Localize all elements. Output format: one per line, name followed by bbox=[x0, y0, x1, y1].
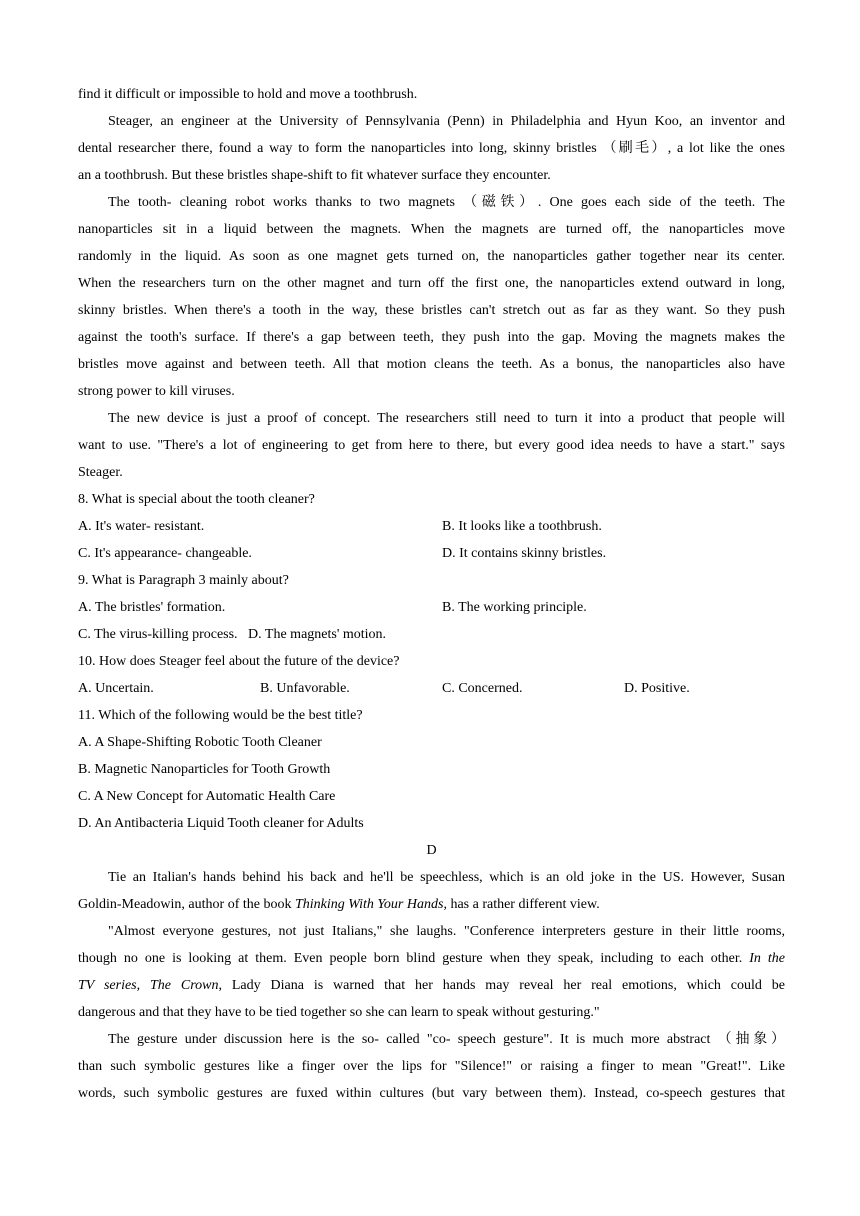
text-line: bristles move against and between teeth. All that motion cleans the teeth. As a bonus, the nanoparticles also have bbox=[78, 357, 785, 372]
option-d: D. Positive. bbox=[624, 681, 690, 696]
paragraph-c-1 bbox=[78, 108, 785, 135]
question-10-options bbox=[78, 675, 785, 702]
text-line: dangerous and that they have to be tied together so she can learn to speak without gesturing." bbox=[78, 1005, 600, 1020]
text-line: Steager, an engineer at the University of Pennsylvania (Penn) in Philadelphia and Hyun Koo, an inventor and bbox=[108, 114, 785, 129]
question-11-stem: 11. Which of the following would be the best title? bbox=[78, 708, 363, 723]
question-8-options-row-1 bbox=[78, 513, 785, 540]
paragraph-c-3 bbox=[78, 405, 785, 432]
text-line: The gesture under discussion here is the so- called "co- speech gesture". It is much more abstract （抽象） bbox=[108, 1032, 785, 1047]
option-d: D. It contains skinny bristles. bbox=[442, 546, 607, 561]
continuation-line: find it difficult or impossible to hold and move a toothbrush. bbox=[78, 87, 418, 102]
text-line: skinny bristles. When there's a tooth in the way, these bristles can't stretch out as far as they want. So they push bbox=[78, 303, 785, 318]
text-line: Tie an Italian's hands behind his back and he'll be speechless, which is an old joke in the US. However, Susan bbox=[108, 870, 785, 885]
option-c: C. A New Concept for Automatic Health Care bbox=[78, 789, 336, 804]
paragraph-d-1 bbox=[78, 864, 785, 918]
option-b: B. Magnetic Nanoparticles for Tooth Growth bbox=[78, 762, 331, 777]
text-line: strong power to kill viruses. bbox=[78, 384, 235, 399]
option-b: B. It looks like a toothbrush. bbox=[442, 519, 602, 534]
option-a: A. Uncertain. bbox=[78, 681, 154, 696]
text-line: though no one is looking at them. Even people born blind gesture when they speak, including to each other. In the bbox=[78, 951, 786, 966]
option-b: B. The working principle. bbox=[442, 600, 587, 615]
text-line: "Almost everyone gestures, not just Italians," she laughs. "Conference interpreters gesture in their little rooms, bbox=[108, 924, 785, 939]
document-page bbox=[78, 81, 785, 1107]
book-title: Thinking With Your Hands bbox=[294, 897, 444, 912]
paragraph-d-2 bbox=[78, 918, 785, 1026]
text-line: than such symbolic gestures like a finger over the lips for "Silence!" or raising a finger to mean "Great!". Like bbox=[78, 1059, 785, 1074]
text-line: Steager. bbox=[78, 465, 123, 480]
question-8-stem: 8. What is special about the tooth cleaner? bbox=[78, 492, 315, 507]
text-line: Goldin-Meadowin, author of the book Thinking With Your Hands, has a rather different view. bbox=[78, 897, 600, 912]
option-a: A. A Shape-Shifting Robotic Tooth Cleaner bbox=[78, 735, 322, 750]
question-9-stem: 9. What is Paragraph 3 mainly about? bbox=[78, 573, 289, 588]
text-line: The new device is just a proof of concept. The researchers still need to turn it into a product that people will bbox=[108, 411, 785, 426]
option-a: A. It's water- resistant. bbox=[78, 519, 205, 534]
option-d: D. An Antibacteria Liquid Tooth cleaner for Adults bbox=[78, 816, 364, 831]
text-line: against the tooth's surface. If there's a gap between teeth, they push into the gap. Moving the magnets makes the bbox=[78, 330, 785, 345]
paragraph-c-1-rest bbox=[78, 135, 785, 189]
text-line: randomly in the liquid. As soon as one magnet gets turned on, the nanoparticles gather together near its center. bbox=[78, 249, 785, 264]
option-a: A. The bristles' formation. bbox=[78, 600, 226, 615]
question-8-options-row-2 bbox=[78, 540, 785, 567]
text-line: an a toothbrush. But these bristles shape-shift to fit whatever surface they encounter. bbox=[78, 168, 551, 183]
text-line: When the researchers turn on the other magnet and turn off the first one, the nanoparticles extend outward in long, bbox=[78, 276, 785, 291]
text-line: nanoparticles sit in a liquid between the magnets. When the magnets are turned off, the nanoparticles move bbox=[78, 222, 785, 237]
series-title: TV series, The Crown bbox=[78, 978, 219, 993]
text-line: TV series, The Crown, Lady Diana is warned that her hands may reveal her real emotions, which could be bbox=[78, 978, 785, 993]
paragraph-d-3 bbox=[78, 1026, 785, 1107]
text-line: The tooth- cleaning robot works thanks to two magnets （磁铁）. One goes each side of the teeth. The bbox=[108, 195, 785, 210]
paragraph-c-2 bbox=[78, 189, 785, 216]
paragraph-c-2-rest bbox=[78, 216, 785, 405]
option-c: C. Concerned. bbox=[442, 681, 523, 696]
question-9-options-row-2: C. The virus-killing process. D. The magnets' motion. bbox=[78, 627, 387, 642]
paragraph-c-3-rest bbox=[78, 432, 785, 486]
question-9-options-row-1 bbox=[78, 594, 785, 621]
option-c: C. It's appearance- changeable. bbox=[78, 546, 252, 561]
text-line: dental researcher there, found a way to form the nanoparticles into long, skinny bristles （刷毛）, a lot like the ones bbox=[78, 141, 785, 156]
question-10-stem: 10. How does Steager feel about the future of the device? bbox=[78, 654, 400, 669]
section-heading: D bbox=[426, 843, 437, 858]
text-line: want to use. "There's a lot of engineering to get from here to there, but every good idea needs to have a start." says bbox=[78, 438, 785, 453]
option-b: B. Unfavorable. bbox=[260, 681, 350, 696]
text-line: words, such symbolic gestures are fuxed within cultures (but vary between them). Instead, co-speech gestures that bbox=[78, 1086, 785, 1101]
